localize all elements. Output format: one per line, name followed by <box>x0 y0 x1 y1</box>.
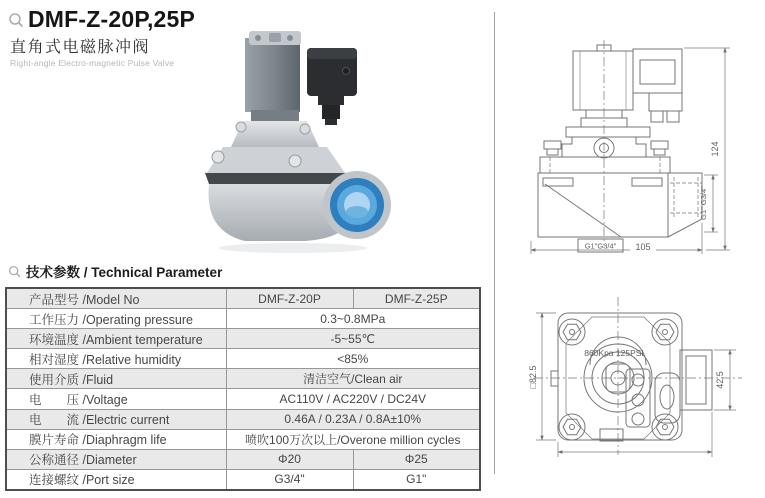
table-row-humidity <box>6 349 480 369</box>
param-label: 电 流 /Electric current <box>6 409 226 429</box>
page-title: DMF-Z-20P,25P <box>28 6 196 32</box>
param-label: 产品型号 /Model No <box>6 288 226 309</box>
param-label: 相对湿度 /Relative humidity <box>6 349 226 369</box>
param-label: 环境温度 /Ambient temperature <box>6 329 226 349</box>
table-row-current <box>6 409 480 429</box>
valve-bonnet <box>231 110 319 147</box>
param-value: DMF-Z-25P <box>353 288 480 309</box>
param-value: AC110V / AC220V / DC24V <box>226 389 480 409</box>
table-row-voltage <box>6 389 480 409</box>
outlet-port <box>323 171 391 239</box>
param-value: Φ20 <box>226 449 353 469</box>
param-value: G1" <box>353 469 480 490</box>
param-value: Φ25 <box>353 449 480 469</box>
param-value: -5~55℃ <box>226 329 480 349</box>
vertical-divider <box>494 12 495 474</box>
param-label: 膜片寿命 /Diaphragm life <box>6 429 226 449</box>
dim-label-42-5: 42.5 <box>715 371 725 389</box>
param-value: 清洁空气/Clean air <box>226 369 480 389</box>
param-label: 工作压力 /Operating pressure <box>6 309 226 329</box>
valve-flange <box>205 147 347 184</box>
param-label: 电 压 /Voltage <box>6 389 226 409</box>
pressure-rating-label: 860Kpa 125PSI <box>584 348 644 358</box>
technical-parameter-table <box>5 287 481 491</box>
magnifier-icon <box>8 12 24 28</box>
table-row-diameter <box>6 449 480 469</box>
port-dim-label: G1" G3/4" <box>699 186 708 220</box>
param-value: 0.46A / 0.23A / 0.8A±10% <box>226 409 480 429</box>
subtitle-chinese: 直角式电磁脉冲阀 <box>10 39 151 56</box>
param-value: DMF-Z-20P <box>226 288 353 309</box>
table-row-temperature <box>6 329 480 349</box>
table-row-port-size <box>6 469 480 490</box>
section-header <box>8 261 222 281</box>
param-value: 0.3~0.8MPa <box>226 309 480 329</box>
top-view-drawing <box>520 283 765 493</box>
electrical-connector <box>307 48 357 125</box>
table-row-diaphragm-life <box>6 429 480 449</box>
dim-label-82-5: □82.5 <box>528 365 538 389</box>
port-box-label: G1"G3/4" <box>584 241 617 251</box>
table-row-pressure <box>6 309 480 329</box>
table-row-model <box>6 288 480 309</box>
side-view-drawing <box>520 0 765 258</box>
param-label: 公称通径 /Diameter <box>6 449 226 469</box>
param-label: 使用介质 /Fluid <box>6 369 226 389</box>
table-row-fluid <box>6 369 480 389</box>
magnifier-icon <box>8 265 21 278</box>
product-photo <box>183 8 441 260</box>
dim-label-124: 124 <box>710 141 720 157</box>
section-title: 技术参数 / Technical Parameter <box>26 265 223 280</box>
param-value: G3/4" <box>226 469 353 490</box>
header <box>8 6 195 68</box>
param-value: <85% <box>226 349 480 369</box>
param-label: 连接螺纹 /Port size <box>6 469 226 490</box>
subtitle-english: Right-angle Electro-magnetic Pulse Valve <box>10 58 175 68</box>
param-value: 喷吹100万次以上/Overone million cycles <box>226 429 480 449</box>
solenoid-coil <box>245 31 301 112</box>
dim-label-105: 105 <box>635 242 651 252</box>
